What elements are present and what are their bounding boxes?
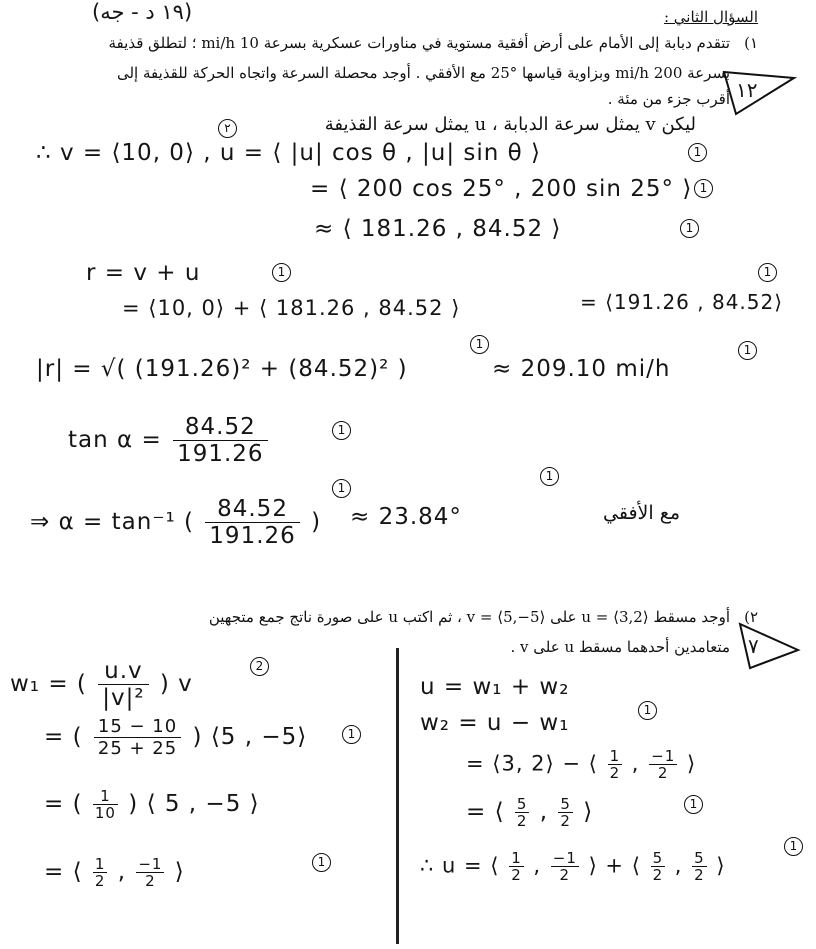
q2-right-step4-mark: 1 xyxy=(684,794,703,814)
q1-step4: r = v + u xyxy=(86,260,201,286)
q2-left-step4: = ⟨ $\frac{1}{2}$ , $\frac{-1}{2}$ ⟩ xyxy=(44,855,185,890)
column-divider xyxy=(396,648,399,944)
q2-left-step2: = ( $\frac{15 - 10}{25 + 25}$ ) ⟨5 , −5⟩ xyxy=(44,716,308,759)
q1-step7: tan α = $\frac{84.52}{191.26}$ xyxy=(68,414,271,467)
q2-text-line1: أوجد مسقط u = ⟨3,2⟩ على v = ⟨5,−5⟩ ، ثم اكتب u على صورة ناتج جمع متجهين xyxy=(208,608,730,626)
q1-step2-mark: 1 xyxy=(694,178,713,198)
q1-text-line2: بسرعة 200 mi/h وبزاوية قياسها °25 مع الأفقي . أوجد محصلة السرعة واتجاه الحركة للقذيفة إلى xyxy=(116,64,730,82)
q1-step3-mark: 1 xyxy=(680,218,699,238)
q1-step6-mark-a: 1 xyxy=(470,334,489,354)
q2-score: ٧ xyxy=(748,634,759,658)
q1-step8-mark: 1 xyxy=(332,478,351,498)
q2-left-step1-mark: 2 xyxy=(250,656,269,676)
q2-right-step5-mark: 1 xyxy=(784,836,803,856)
section-title: السؤال الثاني : xyxy=(663,8,758,26)
q1-step8-note: مع الأفقي xyxy=(603,502,680,524)
q2-left-step1: w₁ = ( $\frac{u.v}{\text{|v|²}}$ ) v xyxy=(10,658,193,711)
q1-text-line3: أقرب جزء من مئة . xyxy=(607,90,730,108)
q2-right-step3: = ⟨3, 2⟩ − ⟨ $\frac{1}{2}$ , $\frac{-1}{2}$ ⟩ xyxy=(466,747,697,782)
q2-score-triangle xyxy=(736,620,802,672)
q1-step2: = ⟨ 200 cos 25° , 200 sin 25° ⟩ xyxy=(310,176,693,202)
q1-step6-result: ≈ 209.10 mi/h xyxy=(492,356,671,382)
q1-score-triangle xyxy=(718,64,798,118)
q2-right-step4: = ⟨ $\frac{5}{2}$ , $\frac{5}{2}$ ⟩ xyxy=(466,795,594,830)
q1-step6-magnitude: |r| = √( (191.26)² + (84.52)² ) xyxy=(36,356,408,382)
q2-text-line2: متعامدين أحدهما مسقط u على v . xyxy=(510,638,730,656)
q2-left-step2-mark: 1 xyxy=(342,724,361,744)
q1-step6-mark-b: 1 xyxy=(738,340,757,360)
q2-number: ٢) xyxy=(744,608,758,626)
q2-left-step4-mark: 1 xyxy=(312,852,331,872)
q1-text-line1: تتقدم دبابة إلى الأمام على أرض أفقية مستوية في مناورات عسكرية بسرعة 10 mi/h ؛ لتطلق قذيفة xyxy=(108,34,730,52)
q1-step5-mark: 1 xyxy=(758,262,777,282)
q2-right-step1: u = w₁ + w₂ xyxy=(420,674,570,700)
q1-step5: = ⟨10, 0⟩ + ⟨ 181.26 , 84.52 ⟩ xyxy=(122,296,461,320)
q1-step1-mark: 1 xyxy=(688,142,707,162)
q1-let-line: ليكن v يمثل سرعة الدبابة ، u يمثل سرعة القذيفة xyxy=(324,114,696,135)
top-note: (١٩ د - جه) xyxy=(92,0,193,24)
q1-step4-mark: 1 xyxy=(272,262,291,282)
q1-step8: ⇒ α = tan⁻¹ ( $\frac{84.52}{191.26}$ ) xyxy=(30,496,322,549)
q1-score: ١٢ xyxy=(736,78,758,102)
q2-right-step2: w₂ = u − w₁ xyxy=(420,710,570,736)
q1-step8-mark-b: 1 xyxy=(540,466,559,486)
q1-step8-result: ≈ 23.84° xyxy=(350,504,462,530)
q2-left-step3: = ( $\frac{1}{10}$ ) ⟨ 5 , −5 ⟩ xyxy=(44,787,260,822)
q1-step3: ≈ ⟨ 181.26 , 84.52 ⟩ xyxy=(314,216,562,242)
q1-number: ١) xyxy=(744,34,758,52)
q2-right-step5: ∴ u = ⟨ $\frac{1}{2}$ , $\frac{-1}{2}$ ⟩ + ⟨ $\frac{5}{2}$ , $\frac{5}{2}$ ⟩ xyxy=(420,849,726,884)
q1-step1: ∴ v = ⟨10, 0⟩ , u = ⟨ |u| cos θ , |u| sin θ ⟩ xyxy=(36,140,542,166)
q1-step5-result: = ⟨191.26 , 84.52⟩ xyxy=(580,290,784,314)
q1-let-mark: ٢ xyxy=(218,118,237,138)
q2-right-step2-mark: 1 xyxy=(638,700,657,720)
q1-step7-mark: 1 xyxy=(332,420,351,440)
